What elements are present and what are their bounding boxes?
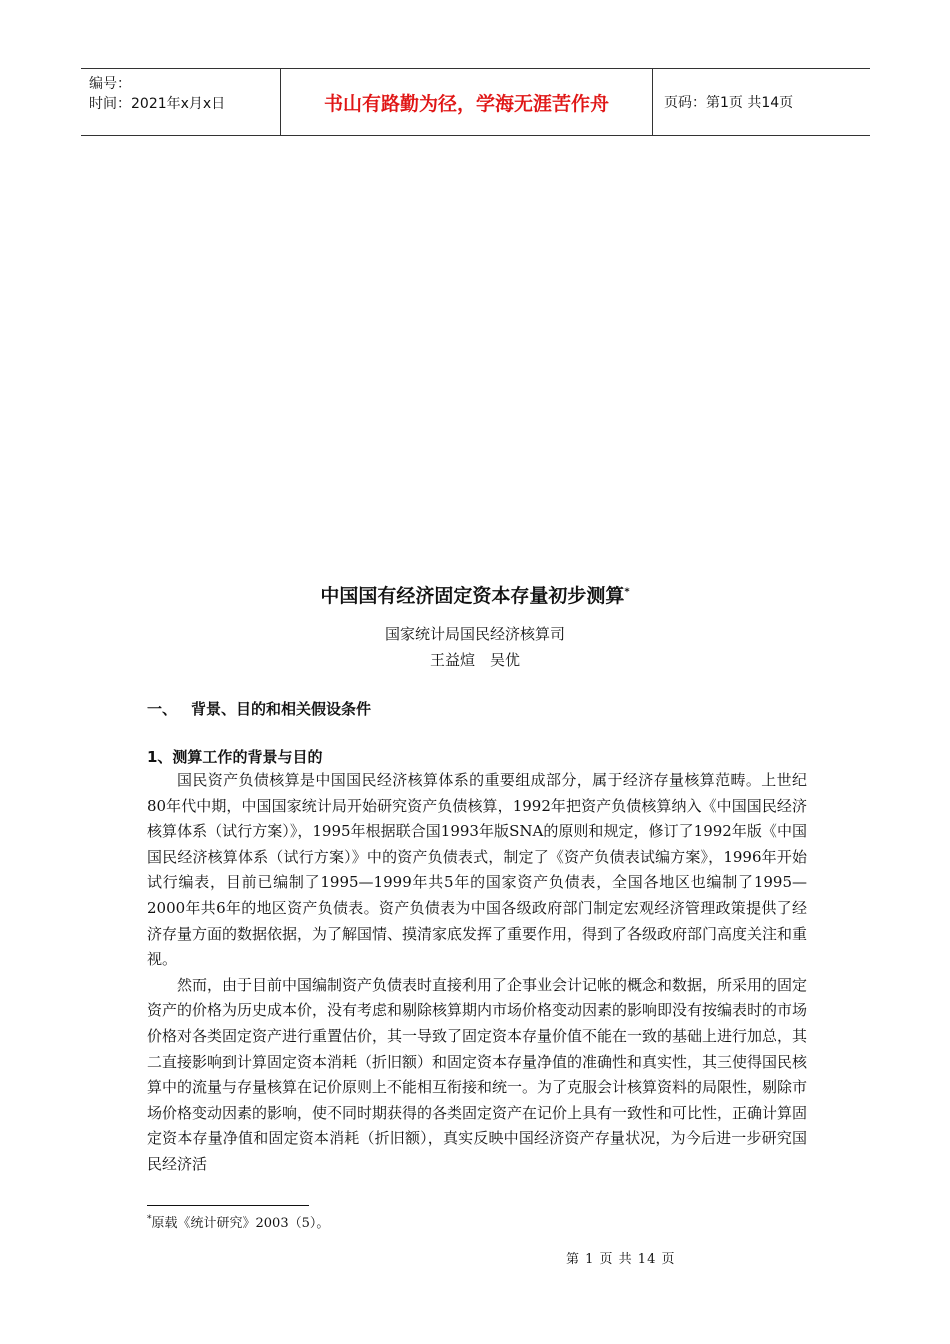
section-number: 一、 (147, 700, 178, 718)
author-organization: 国家统计局国民经济核算司 (384, 625, 565, 643)
section-title: 背景、目的和相关假设条件 (191, 700, 372, 718)
subsection-heading-1: 1、测算工作的背景与目的 (147, 748, 323, 766)
page-header (81, 68, 870, 136)
document-date: 时间：2021年x月x日 (89, 96, 226, 112)
paragraph-1: 国民资产负债核算是中国国民经济核算体系的重要组成部分，属于经济存量核算范畴。上世纪80年代中期，中国国家统计局开始研究资产负债核算，1992年把资产负债核算纳入《中国国民经济核算体系（试行方案）》，1995年根据联合国1993年版SNA的原则和规定，修订了1992年版《中国国民经济核算体系（试行方案）》中的资产负债表式，制定了《资产负债表试编方案》，1996年开始试行编表，目前已编制了1995—1999年共5年的国家资产负债表，全国各地区也编制了1995—2000年共6年的地区资产负债表。资产负债表为中国各级政府部门制定宏观经济管理政策提供了经济存量方面的数据依据，为了解国情、摸清家底发挥了重要作用，得到了各级政府部门高度关注和重视。 (147, 771, 808, 969)
title-footnote-mark: * (624, 586, 630, 598)
header-meta (81, 69, 281, 135)
body-text (147, 768, 807, 1178)
footnote-mark: * (147, 1214, 152, 1225)
footnote (147, 1212, 329, 1231)
document-number-label: 编号： (89, 76, 131, 92)
footnote-divider (147, 1205, 309, 1206)
section-heading-1 (147, 698, 371, 719)
header-motto: 书山有路勤为径，学海无涯苦作舟 (281, 69, 653, 135)
page-footer: 第 1 页 共 14 页 (566, 1252, 676, 1267)
footnote-text: 原载《统计研究》2003（5）。 (151, 1216, 330, 1231)
document-title-text: 中国国有经济固定资本存量初步测算 (320, 585, 625, 607)
document-title (0, 581, 950, 608)
header-page-info: 页码：第1页 共14页 (664, 95, 794, 111)
author-names: 王益煊 吴优 (429, 651, 520, 669)
paragraph-2: 然而，由于目前中国编制资产负债表时直接利用了企事业会计记帐的概念和数据，所采用的固定资产的价格为历史成本价，没有考虑和剔除核算期内市场价格变动因素的影响即没有按编表时的市场价格对各类固定资产进行重置估价，其一导致了固定资本存量价值不能在一致的基础上进行加总，其二直接影响到计算固定资本消耗（折旧额）和固定资本存量净值的准确性和真实性，其三使得国民核算中的流量与存量核算在记价原则上不能相互衔接和统一。为了克服会计核算资料的局限性，剔除市场价格变动因素的影响，使不同时期获得的各类固定资产在记价上具有一致性和可比性，正确计算固定资本存量净值和固定资本消耗（折旧额），真实反映中国经济资产存量状况，为今后进一步研究国民经济活 (147, 975, 808, 1173)
